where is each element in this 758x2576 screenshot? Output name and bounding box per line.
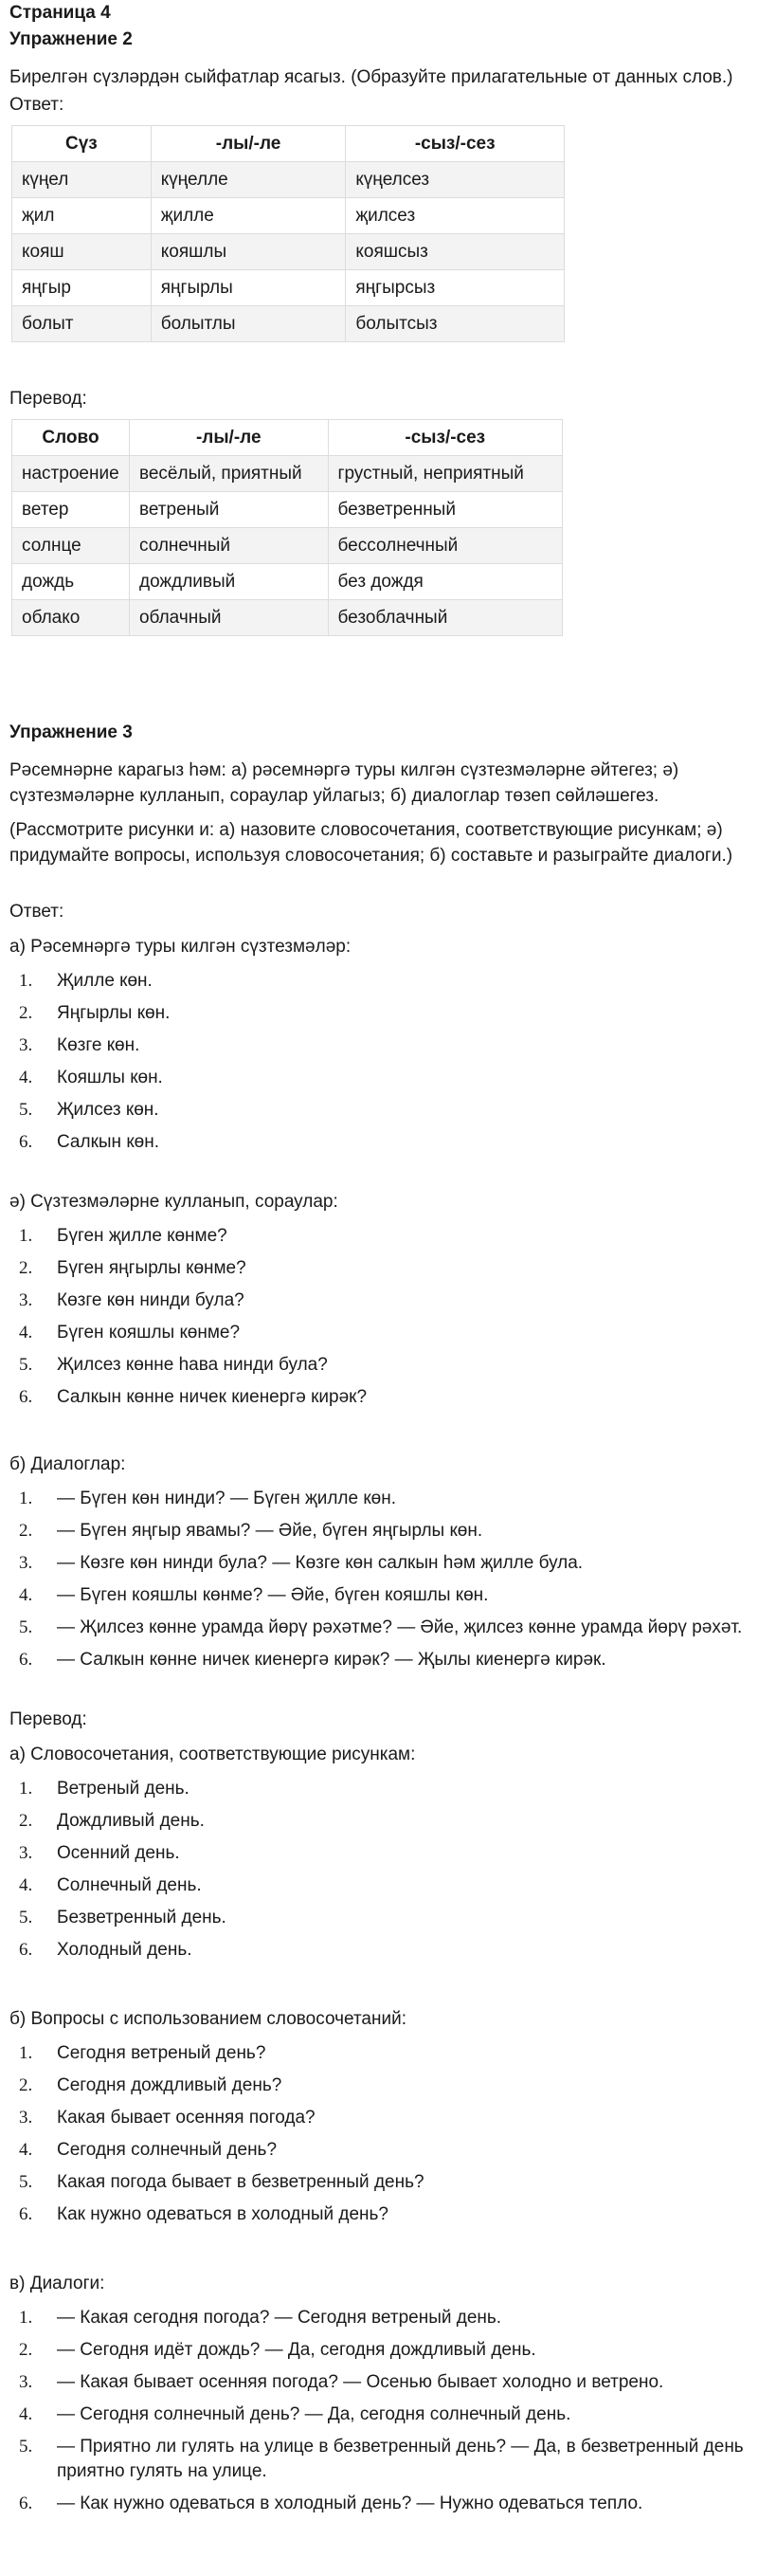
list-item-text: Дождливый день. xyxy=(57,1811,205,1831)
list-number: 2. xyxy=(19,1258,33,1278)
list-item xyxy=(9,1906,749,1930)
exercise-3-task-translation: (Рассмотрите рисунки и: а) назовите словосочетания, соответствующие рисункам; ә) придумайте вопросы, используя словосочетания; б) составьте и разыграйте диалоги.) xyxy=(9,820,733,866)
translation-a-list xyxy=(9,1777,749,1963)
list-item xyxy=(9,1583,749,1608)
list-item-text: Солнечный день. xyxy=(57,1875,202,1895)
section-ae-title: ә) Сүзтезмәләрне кулланып, сораулар: xyxy=(9,1192,338,1212)
list-number: 2. xyxy=(19,1811,33,1831)
list-number: 3. xyxy=(19,1843,33,1863)
list-number: 6. xyxy=(19,1132,33,1152)
list-item xyxy=(9,2170,749,2195)
list-item xyxy=(9,2202,749,2227)
exercise-3-answer-label: Ответ: xyxy=(9,902,64,922)
list-number: 5. xyxy=(19,1355,33,1375)
list-item-text: — Как нужно одеваться в холодный день? — Нужно одеваться тепло. xyxy=(57,2494,643,2513)
table-row xyxy=(12,456,563,492)
table-cell: бессолнечный xyxy=(328,528,562,564)
table-cell: яңгыр xyxy=(12,270,152,306)
table-cell: дождливый xyxy=(129,564,328,600)
list-item xyxy=(9,1256,749,1281)
table-row xyxy=(12,234,565,270)
translation-b-title: б) Вопросы с использованием словосочетаний: xyxy=(9,2009,406,2029)
list-item xyxy=(9,2106,749,2130)
list-item xyxy=(9,1385,749,1410)
table-row xyxy=(12,528,563,564)
list-number: 1. xyxy=(19,971,33,991)
table-cell: безветренный xyxy=(328,492,562,528)
list-number: 1. xyxy=(19,2308,33,2328)
list-item xyxy=(9,1841,749,1866)
exercise-3-task: Рәсемнәрне карагыз һәм: а) рәсемнәргә туры килгән сүзтезмәләрне әйтегез; ә) сүзтезмәләрне кулланып, сораулар уйлагыз; б) диалоглар төзеп сөйләшегез. xyxy=(9,760,679,806)
list-number: 5. xyxy=(19,1908,33,1927)
list-item xyxy=(9,1648,749,1672)
list-item xyxy=(9,2402,749,2427)
list-item-text: Җилсез көнне һава нинди була? xyxy=(57,1355,328,1375)
table-cell: весёлый, приятный xyxy=(129,456,328,492)
table-cell: җил xyxy=(12,198,152,234)
list-item-text: — Приятно ли гулять на улице в безветренный день? — Да, в безветренный день приятно гулять на улице. xyxy=(57,2437,744,2481)
list-number: 4. xyxy=(19,1875,33,1895)
translation-a-title: а) Словосочетания, соответствующие рисункам: xyxy=(9,1745,416,1764)
translation-v-list xyxy=(9,2306,749,2516)
list-number: 6. xyxy=(19,1387,33,1407)
list-item xyxy=(9,1130,749,1155)
list-number: 4. xyxy=(19,1585,33,1605)
list-item-text: Как нужно одеваться в холодный день? xyxy=(57,2204,388,2224)
list-number: 4. xyxy=(19,1323,33,1343)
table-cell: яңгырлы xyxy=(151,270,346,306)
list-item-text: — Көзге көн нинди була? — Көзге көн салкын һәм җилле була. xyxy=(57,1553,584,1573)
list-number: 4. xyxy=(19,2404,33,2424)
list-item-text: Какая погода бывает в безветренный день? xyxy=(57,2172,424,2192)
exercise-2-heading: Упражнение 2 xyxy=(9,29,133,49)
list-number: 5. xyxy=(19,2172,33,2192)
list-item xyxy=(9,1321,749,1345)
translation-table-header-2: -лы/-ле xyxy=(129,420,328,456)
list-item-text: — Бүген яңгыр явамы? — Әйе, бүген яңгырлы көн. xyxy=(57,1521,483,1541)
section-b-list xyxy=(9,1487,749,1672)
translation-b-list xyxy=(9,2041,749,2227)
table-cell: грустный, неприятный xyxy=(328,456,562,492)
list-number: 4. xyxy=(19,2140,33,2160)
list-item xyxy=(9,2138,749,2163)
list-number: 6. xyxy=(19,1940,33,1960)
list-item-text: Көзге көн. xyxy=(57,1035,140,1055)
list-number: 3. xyxy=(19,2372,33,2392)
table-row xyxy=(12,162,565,198)
table-row xyxy=(12,492,563,528)
table-cell: кояшсыз xyxy=(346,234,565,270)
table-cell: ветер xyxy=(12,492,130,528)
list-item-text: Сегодня солнечный день? xyxy=(57,2140,278,2160)
list-item xyxy=(9,1098,749,1123)
section-a-title: а) Рәсемнәргә туры килгән сүзтезмәләр: xyxy=(9,937,352,957)
list-number: 5. xyxy=(19,1617,33,1637)
list-number: 3. xyxy=(19,1035,33,1055)
table-cell: солнечный xyxy=(129,528,328,564)
exercise-2-answer-label: Ответ: xyxy=(9,95,64,115)
list-number: 5. xyxy=(19,2437,33,2457)
table-cell: кояшлы xyxy=(151,234,346,270)
table-cell: күңелле xyxy=(151,162,346,198)
list-item-text: — Какая сегодня погода? — Сегодня ветреный день. xyxy=(57,2308,502,2328)
table-cell: облако xyxy=(12,600,130,636)
list-item xyxy=(9,2306,749,2330)
table-cell: болытлы xyxy=(151,306,346,342)
exercise-2-translation-label: Перевод: xyxy=(9,389,87,409)
list-item-text: — Бүген көн нинди? — Бүген җилле көн. xyxy=(57,1489,396,1508)
table-cell: болыт xyxy=(12,306,152,342)
list-item-text: — Сегодня идёт дождь? — Да, сегодня дождливый день. xyxy=(57,2340,536,2360)
list-item xyxy=(9,1353,749,1378)
translation-table-header-1: Слово xyxy=(12,420,130,456)
section-a-list xyxy=(9,969,749,1155)
list-item xyxy=(9,1809,749,1834)
word-table-header-3: -сыз/-сез xyxy=(346,126,565,162)
table-cell: ветреный xyxy=(129,492,328,528)
section-ae-list xyxy=(9,1224,749,1410)
list-item xyxy=(9,2041,749,2066)
list-item-text: Яңгырлы көн. xyxy=(57,1003,171,1023)
list-item-text: Сегодня ветреный день? xyxy=(57,2043,266,2063)
list-item-text: Бүген җилле көнме? xyxy=(57,1226,227,1246)
table-row xyxy=(12,306,565,342)
list-item xyxy=(9,2435,749,2484)
list-item-text: Салкын көн. xyxy=(57,1132,159,1152)
table-cell: солнце xyxy=(12,528,130,564)
list-item xyxy=(9,2074,749,2098)
list-item xyxy=(9,1873,749,1898)
list-number: 3. xyxy=(19,1553,33,1573)
list-item-text: Осенний день. xyxy=(57,1843,180,1863)
list-item-text: — Бүген кояшлы көнме? — Әйе, бүген кояшлы көн. xyxy=(57,1585,489,1605)
list-number: 2. xyxy=(19,2340,33,2360)
list-item xyxy=(9,1551,749,1576)
translation-v-title: в) Диалоги: xyxy=(9,2274,105,2293)
list-number: 4. xyxy=(19,1068,33,1087)
list-item-text: Какая бывает осенняя погода? xyxy=(57,2108,316,2128)
exercise-3-heading: Упражнение 3 xyxy=(9,722,133,742)
list-item-text: — Җилсез көнне урамда йөрү рәхәтме? — Әйе, җилсез көнне урамда йөрү рәхәт. xyxy=(57,1617,743,1637)
list-item xyxy=(9,1224,749,1249)
exercise-3-translation-label: Перевод: xyxy=(9,1709,87,1729)
list-item-text: Бүген кояшлы көнме? xyxy=(57,1323,241,1343)
exercise-2-task: Бирелгән сүзләрдән сыйфатлар ясагыз. (Образуйте прилагательные от данных слов.) xyxy=(9,67,733,87)
list-number: 6. xyxy=(19,2204,33,2224)
table-cell: болытсыз xyxy=(346,306,565,342)
list-item xyxy=(9,1001,749,1026)
list-item-text: — Какая бывает осенняя погода? — Осенью бывает холодно и ветрено. xyxy=(57,2372,664,2392)
table-cell: күңел xyxy=(12,162,152,198)
list-item-text: Безветренный день. xyxy=(57,1908,226,1927)
table-row xyxy=(12,198,565,234)
list-number: 6. xyxy=(19,1650,33,1670)
list-number: 1. xyxy=(19,2043,33,2063)
list-number: 1. xyxy=(19,1489,33,1508)
list-item xyxy=(9,1487,749,1511)
table-row xyxy=(12,600,563,636)
table-cell: җилсез xyxy=(346,198,565,234)
list-item-text: Холодный день. xyxy=(57,1940,192,1960)
table-cell: без дождя xyxy=(328,564,562,600)
section-b-title: б) Диалоглар: xyxy=(9,1454,126,1474)
list-item-text: Сегодня дождливый день? xyxy=(57,2075,282,2095)
list-item xyxy=(9,1616,749,1640)
table-cell: дождь xyxy=(12,564,130,600)
translation-table-header-3: -сыз/-сез xyxy=(328,420,562,456)
list-item xyxy=(9,2492,749,2516)
list-item-text: — Салкын көнне ничек киенергә кирәк? — Җылы киенергә кирәк. xyxy=(57,1650,606,1670)
list-item xyxy=(9,1288,749,1313)
table-cell: кояш xyxy=(12,234,152,270)
table-cell: җилле xyxy=(151,198,346,234)
list-number: 5. xyxy=(19,1100,33,1120)
list-number: 1. xyxy=(19,1779,33,1799)
list-item xyxy=(9,1777,749,1801)
table-cell: безоблачный xyxy=(328,600,562,636)
table-cell: күңелсез xyxy=(346,162,565,198)
list-number: 6. xyxy=(19,2494,33,2513)
list-number: 2. xyxy=(19,2075,33,2095)
list-item xyxy=(9,1519,749,1544)
list-number: 3. xyxy=(19,2108,33,2128)
list-item xyxy=(9,1938,749,1963)
table-row xyxy=(12,270,565,306)
list-item-text: Бүген яңгырлы көнме? xyxy=(57,1258,246,1278)
list-item-text: — Сегодня солнечный день? — Да, сегодня солнечный день. xyxy=(57,2404,571,2424)
list-item xyxy=(9,2370,749,2395)
list-number: 1. xyxy=(19,1226,33,1246)
list-item-text: Ветреный день. xyxy=(57,1779,190,1799)
list-number: 2. xyxy=(19,1521,33,1541)
list-item-text: Көзге көн нинди була? xyxy=(57,1290,244,1310)
list-item-text: Салкын көнне ничек киенергә кирәк? xyxy=(57,1387,368,1407)
word-table-header-2: -лы/-ле xyxy=(151,126,346,162)
word-formation-table xyxy=(11,125,565,342)
translation-table xyxy=(11,419,563,636)
table-cell: облачный xyxy=(129,600,328,636)
list-item xyxy=(9,969,749,994)
list-item-text: Җилле көн. xyxy=(57,971,153,991)
page-title: Страница 4 xyxy=(9,3,111,23)
table-cell: яңгырсыз xyxy=(346,270,565,306)
word-table-header-1: Сүз xyxy=(12,126,152,162)
list-item xyxy=(9,2338,749,2363)
list-item xyxy=(9,1066,749,1090)
list-number: 3. xyxy=(19,1290,33,1310)
table-row xyxy=(12,564,563,600)
list-item-text: Җилсез көн. xyxy=(57,1100,159,1120)
list-item xyxy=(9,1033,749,1058)
table-cell: настроение xyxy=(12,456,130,492)
list-number: 2. xyxy=(19,1003,33,1023)
list-item-text: Кояшлы көн. xyxy=(57,1068,163,1087)
